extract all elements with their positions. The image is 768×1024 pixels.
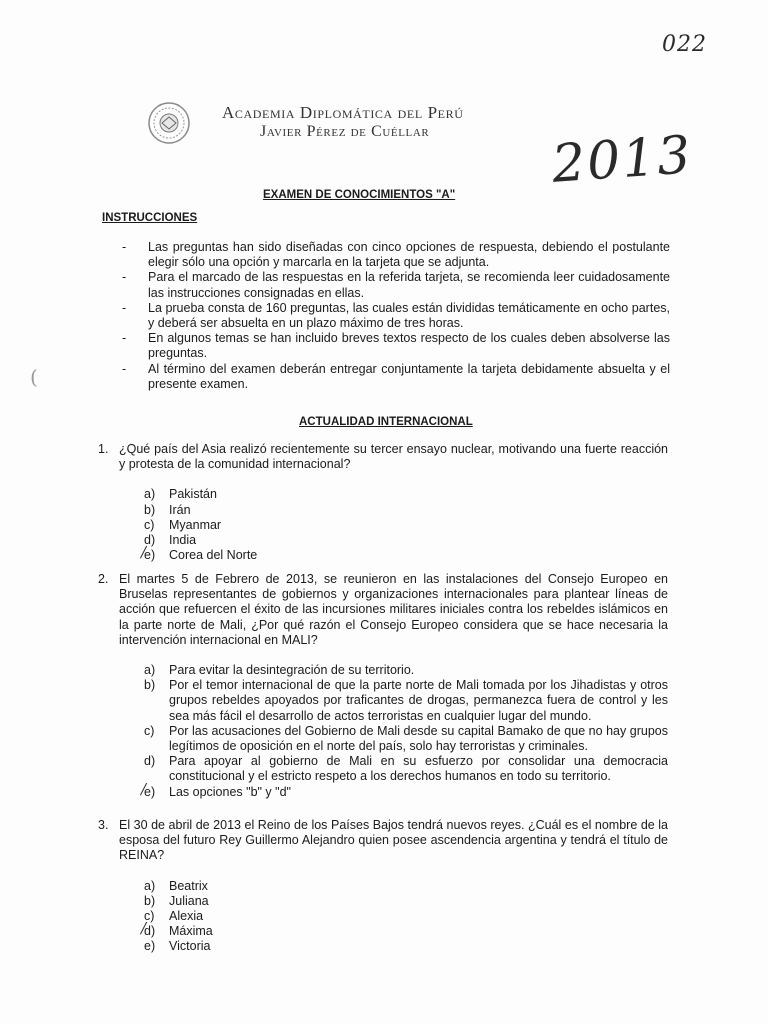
- instruction-item: - En algunos temas se han incluido breves textos respecto de los cuales deben absolverse las preguntas.: [122, 331, 670, 361]
- handwritten-check-mark-icon: /: [141, 779, 147, 798]
- option-b: b) Por el temor internacional de que la parte norte de Mali tomada por los Jihadistas y otros grupos rebeldes apoyados por traficantes de drogas, permanezca fuera de control y les sea más fácil el desarrollo de actos terroristas en cualquier lugar del mundo.: [144, 678, 668, 723]
- option-c: c) Alexia: [144, 909, 204, 924]
- option-d: d) India: [144, 533, 197, 548]
- exam-title: EXAMEN DE CONOCIMIENTOS "A": [263, 189, 456, 201]
- instructions-list: [122, 240, 670, 392]
- options-list: [141, 487, 668, 563]
- handwritten-year: 2013: [550, 125, 695, 195]
- option-b: b) Irán: [144, 502, 191, 517]
- option-d: d) Para apoyar al gobierno de Mali en su esfuerzo por consolidar una democracia constitucional y el estricto respeto a los derechos humanos en todo su territorio.: [144, 754, 668, 784]
- academy-subtitle: Javier Pérez de Cuéllar: [260, 123, 430, 140]
- option-e-marked: / e) Corea del Norte: [141, 543, 258, 563]
- option-d-marked: / d) Máxima: [141, 919, 213, 939]
- question-1: [98, 442, 668, 563]
- option-a: a) Pakistán: [144, 487, 217, 502]
- option-a: a) Para evitar la desintegración de su territorio.: [144, 663, 415, 678]
- instruction-item: - Las preguntas han sido diseñadas con cinco opciones de respuesta, debiendo el postulante elegir sólo una opción y marcarla en la tarjeta que se adjunta.: [122, 240, 670, 270]
- question-number: 1.: [98, 442, 109, 456]
- question-2: [98, 572, 668, 800]
- question-text: ¿Qué país del Asia realizó recientemente su tercer ensayo nuclear, motivando una fuerte reacción y protesta de la comunidad internacional?: [119, 442, 668, 472]
- academy-name: Academia Diplomática del Perú: [222, 103, 464, 122]
- option-c: c) Myanmar: [144, 517, 222, 532]
- option-e-marked: / e) Las opciones "b" y "d": [141, 779, 291, 799]
- options-list: [141, 663, 668, 800]
- options-list: [141, 878, 668, 955]
- option-e: e) Victoria: [144, 939, 211, 954]
- question-text: El 30 de abril de 2013 el Reino de los Países Bajos tendrá nuevos reyes. ¿Cuál es el nombre de la esposa del futuro Rey Guillermo Alejandro quien posee ascendencia argentina y tendrá el título de REINA?: [119, 818, 668, 863]
- academy-seal-icon: [147, 101, 191, 145]
- instruction-item: - Para el marcado de las respuestas en la referida tarjeta, se recomienda leer cuidadosamente las instrucciones consignadas en ellas.: [122, 270, 670, 300]
- handwritten-page-number: 022: [662, 32, 707, 57]
- instruction-item: - Al término del examen deberán entregar conjuntamente la tarjeta debidamente absuelta y el presente examen.: [122, 361, 670, 391]
- margin-bracket-mark: (: [30, 365, 38, 389]
- handwritten-check-mark-icon: /: [141, 543, 147, 562]
- instruction-item: - La prueba consta de 160 preguntas, las cuales están divididas temáticamente en ocho partes, y deberá ser absuelta en un plazo máximo de tres horas.: [122, 300, 670, 331]
- question-text: El martes 5 de Febrero de 2013, se reunieron en las instalaciones del Consejo Europeo en Bruselas representantes de gobiernos y organizaciones internacionales para plantear líneas de acción que refuercen el éxito de las incursiones militares iniciales contra los rebeldes islámicos en la parte norte de Mali, ¿Por qué razón el Consejo Europeo considera que se hace necesaria la intervención internacional en MALI?: [119, 572, 668, 647]
- option-c: c) Por las acusaciones del Gobierno de Mali desde su capital Bamako de que no hay grupos legítimos de oposición en el norte del país, solo hay terroristas y criminales.: [144, 723, 668, 754]
- instructions-heading: INSTRUCCIONES: [102, 212, 198, 224]
- question-number: 3.: [98, 818, 109, 832]
- section-heading: ACTUALIDAD INTERNACIONAL: [299, 416, 473, 428]
- option-a: a) Beatrix: [144, 878, 208, 893]
- handwritten-check-mark-icon: /: [141, 919, 147, 938]
- option-b: b) Juliana: [144, 893, 209, 908]
- question-number: 2.: [98, 572, 109, 586]
- question-3: [98, 818, 668, 955]
